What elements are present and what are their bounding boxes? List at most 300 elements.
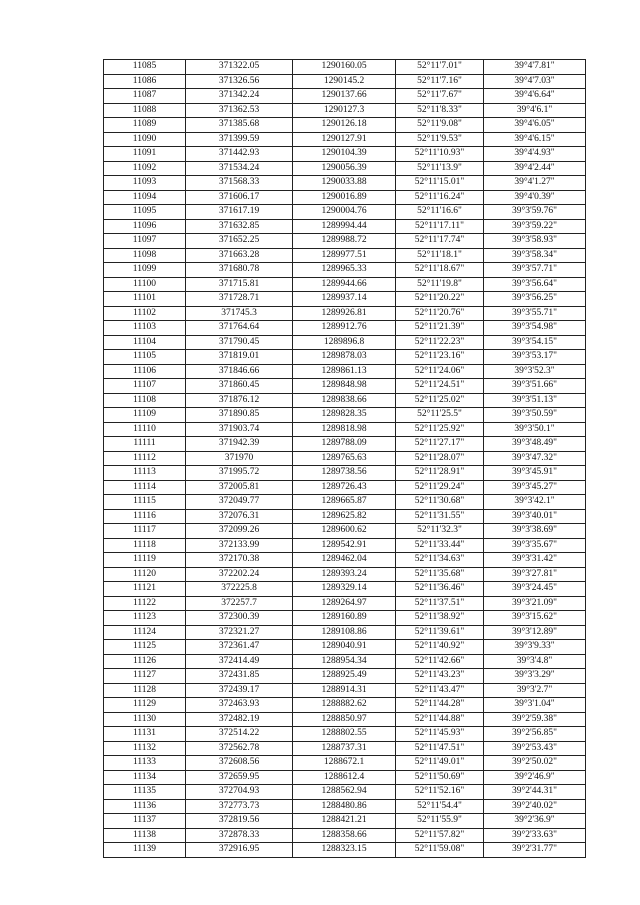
x-coordinate-cell: 371995.72 <box>186 466 293 481</box>
y-coordinate-cell: 1288562.94 <box>293 785 396 800</box>
table-row <box>104 103 586 118</box>
table-row <box>104 422 586 437</box>
y-coordinate-cell: 1289861.13 <box>293 364 396 379</box>
x-coordinate-cell: 372133.99 <box>186 538 293 553</box>
table-row <box>104 495 586 510</box>
y-coordinate-cell: 1289542.91 <box>293 538 396 553</box>
y-coordinate-cell: 1288850.97 <box>293 712 396 727</box>
y-coordinate-cell: 1288612.4 <box>293 770 396 785</box>
point-id-cell: 11095 <box>104 205 186 220</box>
longitude-cell: 39°4'7.03" <box>484 74 586 89</box>
longitude-cell: 39°3'2.7" <box>484 683 586 698</box>
longitude-cell: 39°3'50.59" <box>484 408 586 423</box>
table-row <box>104 654 586 669</box>
y-coordinate-cell: 1289818.98 <box>293 422 396 437</box>
latitude-cell: 52°11'29.24" <box>396 480 484 495</box>
table-row <box>104 480 586 495</box>
y-coordinate-cell: 1289160.89 <box>293 611 396 626</box>
longitude-cell: 39°3'35.67" <box>484 538 586 553</box>
point-id-cell: 11137 <box>104 814 186 829</box>
table-row <box>104 640 586 655</box>
x-coordinate-cell: 372704.93 <box>186 785 293 800</box>
x-coordinate-cell: 371876.12 <box>186 393 293 408</box>
latitude-cell: 52°11'49.01" <box>396 756 484 771</box>
longitude-cell: 39°2'56.85" <box>484 727 586 742</box>
table-row <box>104 89 586 104</box>
table-row <box>104 727 586 742</box>
y-coordinate-cell: 1288421.21 <box>293 814 396 829</box>
x-coordinate-cell: 371362.53 <box>186 103 293 118</box>
longitude-cell: 39°2'40.02" <box>484 799 586 814</box>
x-coordinate-cell: 371790.45 <box>186 335 293 350</box>
y-coordinate-cell: 1290004.76 <box>293 205 396 220</box>
x-coordinate-cell: 372361.47 <box>186 640 293 655</box>
x-coordinate-cell: 372414.49 <box>186 654 293 669</box>
latitude-cell: 52°11'34.63" <box>396 553 484 568</box>
point-id-cell: 11125 <box>104 640 186 655</box>
point-id-cell: 11138 <box>104 828 186 843</box>
longitude-cell: 39°3'56.64" <box>484 277 586 292</box>
point-id-cell: 11085 <box>104 60 186 75</box>
latitude-cell: 52°11'16.24" <box>396 190 484 205</box>
longitude-cell: 39°3'50.1" <box>484 422 586 437</box>
table-row <box>104 205 586 220</box>
latitude-cell: 52°11'43.23" <box>396 669 484 684</box>
y-coordinate-cell: 1289944.66 <box>293 277 396 292</box>
y-coordinate-cell: 1288802.55 <box>293 727 396 742</box>
table-row <box>104 248 586 263</box>
y-coordinate-cell: 1290126.18 <box>293 118 396 133</box>
point-id-cell: 11136 <box>104 799 186 814</box>
x-coordinate-cell: 371385.68 <box>186 118 293 133</box>
longitude-cell: 39°3'42.1" <box>484 495 586 510</box>
x-coordinate-cell: 372170.38 <box>186 553 293 568</box>
y-coordinate-cell: 1289726.43 <box>293 480 396 495</box>
x-coordinate-cell: 372257.7 <box>186 596 293 611</box>
y-coordinate-cell: 1288358.66 <box>293 828 396 843</box>
x-coordinate-cell: 372608.56 <box>186 756 293 771</box>
longitude-cell: 39°3'53.17" <box>484 350 586 365</box>
point-id-cell: 11086 <box>104 74 186 89</box>
point-id-cell: 11130 <box>104 712 186 727</box>
table-row <box>104 60 586 75</box>
y-coordinate-cell: 1288480.86 <box>293 799 396 814</box>
table-row <box>104 118 586 133</box>
point-id-cell: 11135 <box>104 785 186 800</box>
latitude-cell: 52°11'23.16" <box>396 350 484 365</box>
y-coordinate-cell: 1288882.62 <box>293 698 396 713</box>
x-coordinate-cell: 371715.81 <box>186 277 293 292</box>
x-coordinate-cell: 371728.71 <box>186 292 293 307</box>
x-coordinate-cell: 372514.22 <box>186 727 293 742</box>
latitude-cell: 52°11'43.47" <box>396 683 484 698</box>
y-coordinate-cell: 1288914.31 <box>293 683 396 698</box>
y-coordinate-cell: 1288954.34 <box>293 654 396 669</box>
table-row <box>104 379 586 394</box>
latitude-cell: 52°11'25.92" <box>396 422 484 437</box>
longitude-cell: 39°3'58.34" <box>484 248 586 263</box>
y-coordinate-cell: 1288737.31 <box>293 741 396 756</box>
latitude-cell: 52°11'21.39" <box>396 321 484 336</box>
longitude-cell: 39°3'9.33" <box>484 640 586 655</box>
latitude-cell: 52°11'35.68" <box>396 567 484 582</box>
table-row <box>104 147 586 162</box>
latitude-cell: 52°11'18.1" <box>396 248 484 263</box>
y-coordinate-cell: 1289878.03 <box>293 350 396 365</box>
latitude-cell: 52°11'45.93" <box>396 727 484 742</box>
y-coordinate-cell: 1290016.89 <box>293 190 396 205</box>
table-row <box>104 669 586 684</box>
y-coordinate-cell: 1289828.35 <box>293 408 396 423</box>
y-coordinate-cell: 1289994.44 <box>293 219 396 234</box>
longitude-cell: 39°3'52.3" <box>484 364 586 379</box>
point-id-cell: 11129 <box>104 698 186 713</box>
table-row <box>104 828 586 843</box>
point-id-cell: 11118 <box>104 538 186 553</box>
y-coordinate-cell: 1289738.56 <box>293 466 396 481</box>
longitude-cell: 39°4'4.93" <box>484 147 586 162</box>
point-id-cell: 11126 <box>104 654 186 669</box>
point-id-cell: 11103 <box>104 321 186 336</box>
y-coordinate-cell: 1289912.76 <box>293 321 396 336</box>
y-coordinate-cell: 1289965.33 <box>293 263 396 278</box>
point-id-cell: 11112 <box>104 451 186 466</box>
latitude-cell: 52°11'27.17" <box>396 437 484 452</box>
point-id-cell: 11110 <box>104 422 186 437</box>
point-id-cell: 11101 <box>104 292 186 307</box>
point-id-cell: 11100 <box>104 277 186 292</box>
table-row <box>104 161 586 176</box>
x-coordinate-cell: 372463.93 <box>186 698 293 713</box>
table-row <box>104 712 586 727</box>
point-id-cell: 11109 <box>104 408 186 423</box>
latitude-cell: 52°11'28.91" <box>396 466 484 481</box>
longitude-cell: 39°2'44.31" <box>484 785 586 800</box>
latitude-cell: 52°11'47.51" <box>396 741 484 756</box>
table-row <box>104 625 586 640</box>
y-coordinate-cell: 1290104.39 <box>293 147 396 162</box>
latitude-cell: 52°11'54.4" <box>396 799 484 814</box>
point-id-cell: 11132 <box>104 741 186 756</box>
table-row <box>104 756 586 771</box>
longitude-cell: 39°3'51.66" <box>484 379 586 394</box>
longitude-cell: 39°4'0.39" <box>484 190 586 205</box>
latitude-cell: 52°11'55.9" <box>396 814 484 829</box>
y-coordinate-cell: 1290056.39 <box>293 161 396 176</box>
table-row <box>104 611 586 626</box>
table-row <box>104 350 586 365</box>
latitude-cell: 52°11'25.02" <box>396 393 484 408</box>
point-id-cell: 11096 <box>104 219 186 234</box>
point-id-cell: 11090 <box>104 132 186 147</box>
x-coordinate-cell: 372202.24 <box>186 567 293 582</box>
table-row <box>104 321 586 336</box>
coordinates-table <box>103 59 586 858</box>
x-coordinate-cell: 372300.39 <box>186 611 293 626</box>
x-coordinate-cell: 372562.78 <box>186 741 293 756</box>
point-id-cell: 11114 <box>104 480 186 495</box>
y-coordinate-cell: 1288323.15 <box>293 843 396 858</box>
point-id-cell: 11108 <box>104 393 186 408</box>
x-coordinate-cell: 371663.28 <box>186 248 293 263</box>
x-coordinate-cell: 371534.24 <box>186 161 293 176</box>
latitude-cell: 52°11'15.01" <box>396 176 484 191</box>
table-row <box>104 132 586 147</box>
point-id-cell: 11097 <box>104 234 186 249</box>
table-row <box>104 524 586 539</box>
latitude-cell: 52°11'17.11" <box>396 219 484 234</box>
x-coordinate-cell: 371860.45 <box>186 379 293 394</box>
point-id-cell: 11115 <box>104 495 186 510</box>
latitude-cell: 52°11'32.3" <box>396 524 484 539</box>
x-coordinate-cell: 372659.95 <box>186 770 293 785</box>
table-row <box>104 567 586 582</box>
longitude-cell: 39°3'54.98" <box>484 321 586 336</box>
latitude-cell: 52°11'20.22" <box>396 292 484 307</box>
longitude-cell: 39°4'6.05" <box>484 118 586 133</box>
latitude-cell: 52°11'9.08" <box>396 118 484 133</box>
point-id-cell: 11134 <box>104 770 186 785</box>
coordinates-table-body <box>104 60 586 858</box>
y-coordinate-cell: 1289937.14 <box>293 292 396 307</box>
x-coordinate-cell: 372431.85 <box>186 669 293 684</box>
longitude-cell: 39°3'4.8" <box>484 654 586 669</box>
table-row <box>104 234 586 249</box>
longitude-cell: 39°3'47.32" <box>484 451 586 466</box>
x-coordinate-cell: 371399.59 <box>186 132 293 147</box>
table-row <box>104 451 586 466</box>
x-coordinate-cell: 371764.64 <box>186 321 293 336</box>
latitude-cell: 52°11'42.66" <box>396 654 484 669</box>
point-id-cell: 11123 <box>104 611 186 626</box>
longitude-cell: 39°3'45.91" <box>484 466 586 481</box>
point-id-cell: 11088 <box>104 103 186 118</box>
point-id-cell: 11119 <box>104 553 186 568</box>
latitude-cell: 52°11'18.67" <box>396 263 484 278</box>
longitude-cell: 39°3'58.93" <box>484 234 586 249</box>
point-id-cell: 11113 <box>104 466 186 481</box>
longitude-cell: 39°2'53.43" <box>484 741 586 756</box>
point-id-cell: 11104 <box>104 335 186 350</box>
point-id-cell: 11099 <box>104 263 186 278</box>
x-coordinate-cell: 372878.33 <box>186 828 293 843</box>
y-coordinate-cell: 1289264.97 <box>293 596 396 611</box>
x-coordinate-cell: 371632.85 <box>186 219 293 234</box>
longitude-cell: 39°3'55.71" <box>484 306 586 321</box>
point-id-cell: 11131 <box>104 727 186 742</box>
x-coordinate-cell: 372321.27 <box>186 625 293 640</box>
x-coordinate-cell: 372439.17 <box>186 683 293 698</box>
longitude-cell: 39°3'45.27" <box>484 480 586 495</box>
y-coordinate-cell: 1289329.14 <box>293 582 396 597</box>
table-row <box>104 683 586 698</box>
table-row <box>104 74 586 89</box>
table-row <box>104 538 586 553</box>
longitude-cell: 39°3'21.09" <box>484 596 586 611</box>
point-id-cell: 11092 <box>104 161 186 176</box>
point-id-cell: 11102 <box>104 306 186 321</box>
longitude-cell: 39°3'38.69" <box>484 524 586 539</box>
longitude-cell: 39°3'24.45" <box>484 582 586 597</box>
point-id-cell: 11105 <box>104 350 186 365</box>
longitude-cell: 39°4'6.64" <box>484 89 586 104</box>
latitude-cell: 52°11'7.01" <box>396 60 484 75</box>
y-coordinate-cell: 1289765.63 <box>293 451 396 466</box>
y-coordinate-cell: 1289838.66 <box>293 393 396 408</box>
latitude-cell: 52°11'40.92" <box>396 640 484 655</box>
x-coordinate-cell: 371322.05 <box>186 60 293 75</box>
table-row <box>104 785 586 800</box>
latitude-cell: 52°11'31.55" <box>396 509 484 524</box>
y-coordinate-cell: 1289108.86 <box>293 625 396 640</box>
table-row <box>104 509 586 524</box>
x-coordinate-cell: 372225.8 <box>186 582 293 597</box>
x-coordinate-cell: 371568.33 <box>186 176 293 191</box>
y-coordinate-cell: 1290160.05 <box>293 60 396 75</box>
y-coordinate-cell: 1288672.1 <box>293 756 396 771</box>
table-row <box>104 393 586 408</box>
latitude-cell: 52°11'30.68" <box>396 495 484 510</box>
latitude-cell: 52°11'28.07" <box>396 451 484 466</box>
latitude-cell: 52°11'44.28" <box>396 698 484 713</box>
latitude-cell: 52°11'24.06" <box>396 364 484 379</box>
table-row <box>104 437 586 452</box>
x-coordinate-cell: 371942.39 <box>186 437 293 452</box>
x-coordinate-cell: 372076.31 <box>186 509 293 524</box>
longitude-cell: 39°2'46.9" <box>484 770 586 785</box>
latitude-cell: 52°11'38.92" <box>396 611 484 626</box>
x-coordinate-cell: 372099.26 <box>186 524 293 539</box>
longitude-cell: 39°3'48.49" <box>484 437 586 452</box>
latitude-cell: 52°11'13.9" <box>396 161 484 176</box>
point-id-cell: 11117 <box>104 524 186 539</box>
latitude-cell: 52°11'24.51" <box>396 379 484 394</box>
longitude-cell: 39°3'51.13" <box>484 393 586 408</box>
point-id-cell: 11128 <box>104 683 186 698</box>
point-id-cell: 11139 <box>104 843 186 858</box>
latitude-cell: 52°11'19.8" <box>396 277 484 292</box>
longitude-cell: 39°3'54.15" <box>484 335 586 350</box>
x-coordinate-cell: 372819.56 <box>186 814 293 829</box>
longitude-cell: 39°3'3.29" <box>484 669 586 684</box>
y-coordinate-cell: 1289040.91 <box>293 640 396 655</box>
point-id-cell: 11107 <box>104 379 186 394</box>
longitude-cell: 39°4'6.1" <box>484 103 586 118</box>
point-id-cell: 11120 <box>104 567 186 582</box>
table-row <box>104 814 586 829</box>
latitude-cell: 52°11'9.53" <box>396 132 484 147</box>
longitude-cell: 39°2'59.38" <box>484 712 586 727</box>
y-coordinate-cell: 1289977.51 <box>293 248 396 263</box>
longitude-cell: 39°3'40.01" <box>484 509 586 524</box>
longitude-cell: 39°3'56.25" <box>484 292 586 307</box>
table-row <box>104 582 586 597</box>
y-coordinate-cell: 1289896.8 <box>293 335 396 350</box>
longitude-cell: 39°4'2.44" <box>484 161 586 176</box>
latitude-cell: 52°11'8.33" <box>396 103 484 118</box>
table-row <box>104 335 586 350</box>
longitude-cell: 39°3'12.89" <box>484 625 586 640</box>
x-coordinate-cell: 371617.19 <box>186 205 293 220</box>
longitude-cell: 39°4'6.15" <box>484 132 586 147</box>
table-row <box>104 843 586 858</box>
y-coordinate-cell: 1290137.66 <box>293 89 396 104</box>
y-coordinate-cell: 1288925.49 <box>293 669 396 684</box>
x-coordinate-cell: 371342.24 <box>186 89 293 104</box>
y-coordinate-cell: 1289462.04 <box>293 553 396 568</box>
table-row <box>104 466 586 481</box>
x-coordinate-cell: 372049.77 <box>186 495 293 510</box>
longitude-cell: 39°3'57.71" <box>484 263 586 278</box>
y-coordinate-cell: 1289788.09 <box>293 437 396 452</box>
x-coordinate-cell: 372916.95 <box>186 843 293 858</box>
table-row <box>104 408 586 423</box>
longitude-cell: 39°3'15.62" <box>484 611 586 626</box>
latitude-cell: 52°11'17.74" <box>396 234 484 249</box>
table-row <box>104 364 586 379</box>
point-id-cell: 11127 <box>104 669 186 684</box>
y-coordinate-cell: 1289848.98 <box>293 379 396 394</box>
latitude-cell: 52°11'52.16" <box>396 785 484 800</box>
latitude-cell: 52°11'36.46" <box>396 582 484 597</box>
y-coordinate-cell: 1289988.72 <box>293 234 396 249</box>
x-coordinate-cell: 371846.66 <box>186 364 293 379</box>
point-id-cell: 11116 <box>104 509 186 524</box>
table-row <box>104 698 586 713</box>
longitude-cell: 39°2'31.77" <box>484 843 586 858</box>
point-id-cell: 11106 <box>104 364 186 379</box>
longitude-cell: 39°4'7.81" <box>484 60 586 75</box>
point-id-cell: 11093 <box>104 176 186 191</box>
table-row <box>104 292 586 307</box>
point-id-cell: 11133 <box>104 756 186 771</box>
y-coordinate-cell: 1289926.81 <box>293 306 396 321</box>
y-coordinate-cell: 1290145.2 <box>293 74 396 89</box>
x-coordinate-cell: 371819.01 <box>186 350 293 365</box>
point-id-cell: 11094 <box>104 190 186 205</box>
longitude-cell: 39°3'59.22" <box>484 219 586 234</box>
latitude-cell: 52°11'16.6" <box>396 205 484 220</box>
x-coordinate-cell: 371326.56 <box>186 74 293 89</box>
latitude-cell: 52°11'44.88" <box>396 712 484 727</box>
point-id-cell: 11091 <box>104 147 186 162</box>
x-coordinate-cell: 371442.93 <box>186 147 293 162</box>
x-coordinate-cell: 371652.25 <box>186 234 293 249</box>
latitude-cell: 52°11'57.82" <box>396 828 484 843</box>
latitude-cell: 52°11'25.5" <box>396 408 484 423</box>
table-row <box>104 176 586 191</box>
longitude-cell: 39°2'33.63" <box>484 828 586 843</box>
longitude-cell: 39°2'50.02" <box>484 756 586 771</box>
point-id-cell: 11122 <box>104 596 186 611</box>
x-coordinate-cell: 371745.3 <box>186 306 293 321</box>
latitude-cell: 52°11'7.16" <box>396 74 484 89</box>
point-id-cell: 11121 <box>104 582 186 597</box>
y-coordinate-cell: 1289600.62 <box>293 524 396 539</box>
longitude-cell: 39°2'36.9" <box>484 814 586 829</box>
y-coordinate-cell: 1290033.88 <box>293 176 396 191</box>
longitude-cell: 39°4'1.27" <box>484 176 586 191</box>
latitude-cell: 52°11'39.61" <box>396 625 484 640</box>
y-coordinate-cell: 1290127.3 <box>293 103 396 118</box>
x-coordinate-cell: 371970 <box>186 451 293 466</box>
x-coordinate-cell: 371890.85 <box>186 408 293 423</box>
longitude-cell: 39°3'31.42" <box>484 553 586 568</box>
x-coordinate-cell: 372482.19 <box>186 712 293 727</box>
point-id-cell: 11098 <box>104 248 186 263</box>
latitude-cell: 52°11'50.69" <box>396 770 484 785</box>
table-row <box>104 277 586 292</box>
